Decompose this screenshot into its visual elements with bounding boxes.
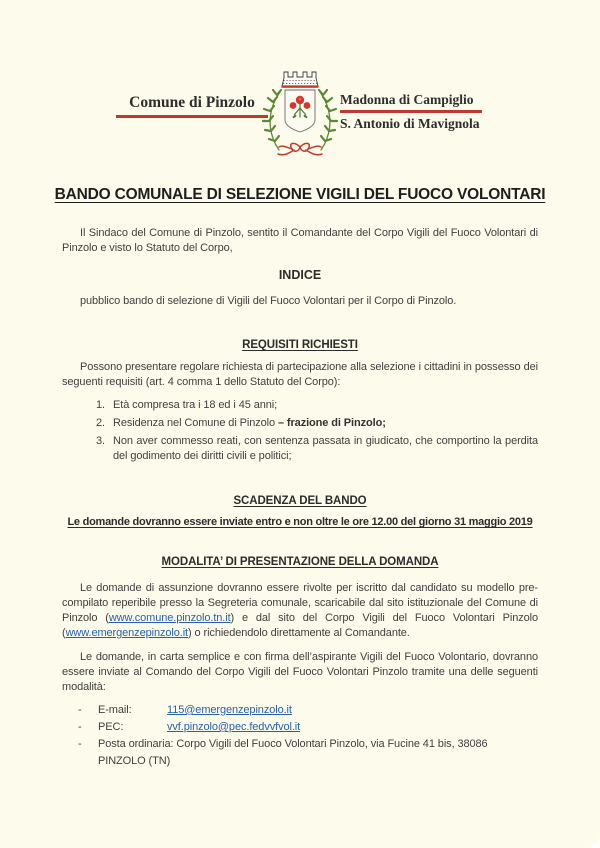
requisiti-paragraph: Possono presentare regolare richiesta di partecipazione alla selezione i cittadini in possesso dei seguenti requisiti (art. 4 comma 1 dello Statuto del Corpo): [62,361,538,388]
paragraph-segment: Le domande di assunzione dovranno essere rivolte per iscritto dal candidato su modello pre-compilato reperibile presso la Segreteria comunale, scaricabile dal sito istituzionale del Comune di Pinzolo ( [62,582,538,624]
list-item-text [113,416,538,431]
contact-text: Posta ordinaria: Corpo Vigili del Fuoco Volontari Pinzolo, via Fucine 41 bis, 38086 PINZOLO (TN) [98,738,488,767]
list-item-text: Non aver commesso reati, con sentenza passata in giudicato, che comportino la perdita del godimento dei diritti civili e politici; [113,435,538,462]
locality-campiglio: Madonna di Campiglio [340,92,482,113]
list-item-text-bold: – frazione di Pinzolo; [277,417,386,429]
announcement-paragraph: pubblico bando di selezione di Vigili del Fuoco Volontari per il Corpo di Pinzolo. [80,295,457,307]
list-number: 3. [96,435,105,447]
modalita-paragraph-2: Le domande, in carta semplice e con firma dell’aspirante Vigili del Fuoco Volontario, dovranno essere inviate al Comando del Corpo Vigili del Fuoco Volontari Pinzolo tramite una delle seguenti modalità: [62,651,538,693]
locality-mavignola: S. Antonio di Mavignola [340,116,480,131]
contact-label: PEC: [98,721,124,733]
document-body [62,226,538,770]
locality-names [340,91,482,132]
list-item [96,434,538,464]
modalita-paragraph-1 [62,581,538,641]
link-emergenze-pinzolo[interactable]: www.emergenzepinzolo.it [65,627,189,639]
dash-bullet: - [78,704,82,716]
document-title: BANDO COMUNALE DI SELEZIONE VIGILI DEL FUOCO VOLONTARI [54,186,546,203]
list-number: 2. [96,417,105,429]
link-comune-pinzolo[interactable]: www.comune.pinzolo.tn.it [108,612,231,624]
intro-paragraph: Il Sindaco del Comune di Pinzolo, sentito il Comandante del Corpo Vigili del Fuoco Volontari di Pinzolo e visto lo Statuto del Corpo, [62,227,538,254]
list-item [96,398,538,413]
list-item [96,416,538,431]
municipality-name: Comune di Pinzolo [116,94,268,118]
indice-heading: INDICE [278,268,322,282]
contact-label: E-mail: [98,704,132,716]
list-item-text-regular: Residenza nel Comune di Pinzolo [113,417,278,429]
paragraph-segment: ) e dal sito del Corpo Vigili del Fuoco Volontari Pinzolo ( [62,612,538,639]
contact-list [62,702,538,770]
list-item-text: Età compresa tra i 18 ed i 45 anni; [113,399,278,411]
requisiti-heading: REQUISITI RICHIESTI [242,339,358,351]
scadenza-heading: SCADENZA DEL BANDO [233,495,367,507]
dash-bullet: - [78,738,82,750]
modalita-heading: MODALITA’ DI PRESENTAZIONE DELLA DOMANDA [161,556,439,568]
dash-bullet: - [78,721,82,733]
coat-of-arms-icon [258,62,342,158]
paragraph-segment: ) o richiedendolo direttamente al Comandante. [188,627,410,639]
contact-row-email [78,702,538,719]
contact-row-posta [78,736,538,770]
contact-row-pec [78,719,538,736]
deadline-text: Le domande dovranno essere inviate entro e non oltre le ore 12.00 del giorno 31 maggio 2019 [67,516,533,528]
requisiti-list [62,398,538,464]
list-number: 1. [96,399,105,411]
pec-link[interactable]: vvf.pinzolo@pec.fedvvfvol.it [167,721,301,733]
email-link[interactable]: 115@emergenzepinzolo.it [167,704,292,716]
